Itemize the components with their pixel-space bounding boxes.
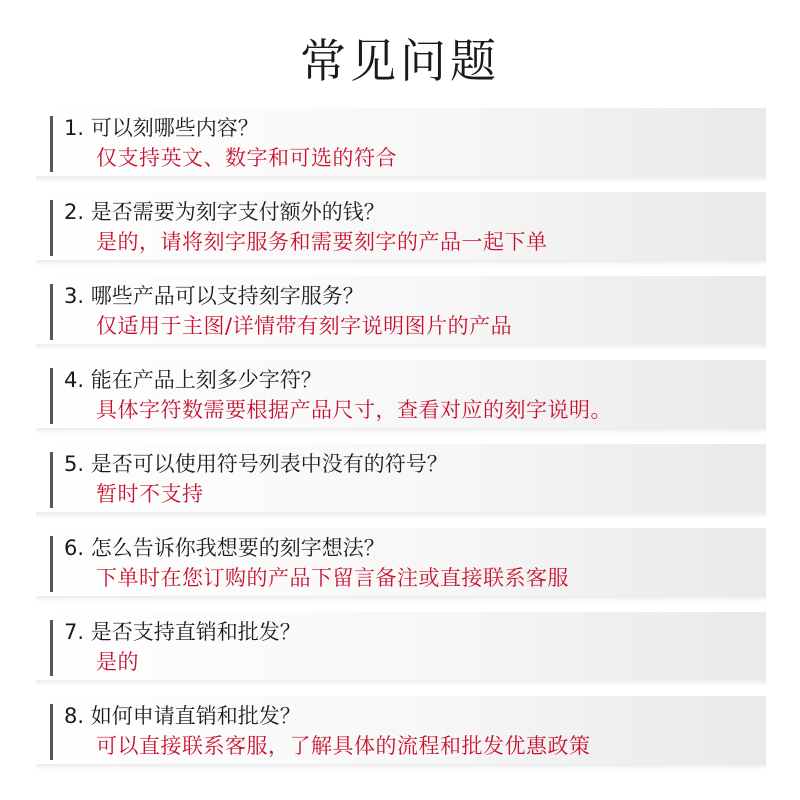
- faq-divider: [50, 536, 53, 592]
- faq-shadow: [36, 428, 766, 434]
- faq-answer: 是的: [96, 650, 139, 674]
- faq-answer: 仅支持英文、数字和可选的符合: [96, 146, 397, 170]
- faq-question: 1. 可以刻哪些内容？: [64, 116, 259, 140]
- faq-item-4: [36, 360, 766, 428]
- faq-shadow: [36, 344, 766, 350]
- faq-divider: [50, 116, 53, 172]
- faq-divider: [50, 368, 53, 424]
- faq-answer: 是的，请将刻字服务和需要刻字的产品一起下单: [96, 230, 548, 254]
- faq-item-6: [36, 528, 766, 596]
- faq-item-8: [36, 696, 766, 764]
- faq-question: 5. 是否可以使用符号列表中没有的符号？: [64, 452, 448, 476]
- faq-item-7: [36, 612, 766, 680]
- faq-question: 4. 能在产品上刻多少字符？: [64, 368, 322, 392]
- faq-question: 3. 哪些产品可以支持刻字服务？: [64, 284, 364, 308]
- faq-divider: [50, 704, 53, 760]
- faq-answer: 仅适用于主图/详情带有刻字说明图片的产品: [96, 314, 513, 338]
- faq-item-3: [36, 276, 766, 344]
- faq-shadow: [36, 680, 766, 686]
- faq-shadow: [36, 596, 766, 602]
- faq-answer: 暂时不支持: [96, 482, 204, 506]
- faq-item-5: [36, 444, 766, 512]
- page-title: 常见问题: [300, 34, 500, 88]
- faq-question: 8. 如何申请直销和批发？: [64, 704, 301, 728]
- faq-answer: 可以直接联系客服，了解具体的流程和批发优惠政策: [96, 734, 591, 758]
- faq-item-1: [36, 108, 766, 176]
- faq-question: 2. 是否需要为刻字支付额外的钱？: [64, 200, 385, 224]
- faq-shadow: [36, 764, 766, 770]
- faq-item-2: [36, 192, 766, 260]
- faq-divider: [50, 284, 53, 340]
- faq-shadow: [36, 176, 766, 182]
- faq-divider: [50, 452, 53, 508]
- faq-divider: [50, 200, 53, 256]
- faq-shadow: [36, 512, 766, 518]
- faq-list: [36, 108, 766, 780]
- faq-shadow: [36, 260, 766, 266]
- faq-answer: 具体字符数需要根据产品尺寸，查看对应的刻字说明。: [96, 398, 612, 422]
- faq-question: 7. 是否支持直销和批发？: [64, 620, 301, 644]
- faq-question: 6. 怎么告诉你我想要的刻字想法？: [64, 536, 385, 560]
- faq-divider: [50, 620, 53, 676]
- faq-answer: 下单时在您订购的产品下留言备注或直接联系客服: [96, 566, 569, 590]
